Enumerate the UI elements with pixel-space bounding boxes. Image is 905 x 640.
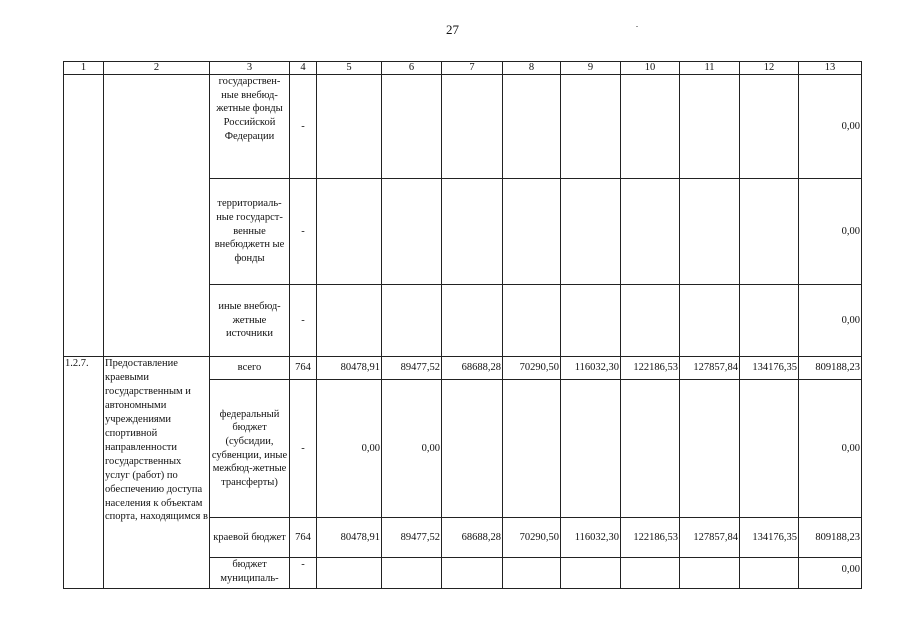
value-cell: 68688,28 [442,357,503,380]
total-cell: 809188,23 [799,357,862,380]
value-cell: 89477,52 [382,518,442,558]
value-cell: 80478,91 [317,357,382,380]
header-cell: 3 [210,62,290,75]
value-cell: 70290,50 [503,518,561,558]
value-cell: 89477,52 [382,357,442,380]
total-cell: 0,00 [799,75,862,179]
table-row [64,357,862,380]
col4-cell: - [290,75,317,179]
header-cell: 12 [740,62,799,75]
value-cell: 68688,28 [442,518,503,558]
header-row [64,62,862,75]
code-cell-empty [64,75,104,357]
value-cell [317,558,382,589]
source-cell: государствен-ные внебюд-жетные фонды Российской Федерации [210,75,290,179]
header-cell: 10 [621,62,680,75]
total-cell: 0,00 [799,380,862,518]
value-cell: 122186,53 [621,357,680,380]
header-cell: 4 [290,62,317,75]
value-cell: 80478,91 [317,518,382,558]
header-cell: 5 [317,62,382,75]
header-cell: 8 [503,62,561,75]
source-cell: иные внебюд-жетные источники [210,285,290,357]
col4-cell: - [290,558,317,589]
header-cell: 13 [799,62,862,75]
value-cell [561,558,621,589]
value-cell: 116032,30 [561,357,621,380]
source-cell: бюджет муниципаль- [210,558,290,589]
header-cell: 7 [442,62,503,75]
value-cell [621,380,680,518]
total-cell: 809188,23 [799,518,862,558]
source-cell: федеральный бюджет (субсидии, субвенции, иные межбюд-жетные трансферты) [210,380,290,518]
header-cell: 6 [382,62,442,75]
table-row [64,75,862,179]
col4-cell: - [290,179,317,285]
value-cell: 127857,84 [680,357,740,380]
col4-cell: - [290,380,317,518]
value-cell: 0,00 [317,380,382,518]
value-cell: 134176,35 [740,518,799,558]
item-code: 1.2.7. [64,357,104,589]
name-cell-empty [104,75,210,357]
source-cell: всего [210,357,290,380]
source-cell: краевой бюджет [210,518,290,558]
value-cell [621,558,680,589]
value-cell [680,380,740,518]
value-cell: 116032,30 [561,518,621,558]
total-cell: 0,00 [799,558,862,589]
value-cell [503,380,561,518]
value-cell: 0,00 [382,380,442,518]
budget-table [63,61,862,589]
source-cell: территориаль-ные государст-венные внебюджетн ые фонды [210,179,290,285]
scan-speck [636,26,638,27]
header-cell: 9 [561,62,621,75]
value-cell [503,558,561,589]
value-cell: 122186,53 [621,518,680,558]
value-cell [740,558,799,589]
value-cell [382,558,442,589]
header-cell: 2 [104,62,210,75]
total-cell: 0,00 [799,179,862,285]
value-cell: 70290,50 [503,357,561,380]
value-cell [442,380,503,518]
value-cell [680,558,740,589]
value-cell [442,558,503,589]
col4-cell: 764 [290,357,317,380]
value-cell [561,380,621,518]
value-cell [740,380,799,518]
value-cell: 134176,35 [740,357,799,380]
value-cell: 127857,84 [680,518,740,558]
col4-cell: 764 [290,518,317,558]
item-name: Предоставление краевыми государственным и автономными учреждениями спортивной направленности государственных услуг (работ) по обеспечению доступа населения к объектам спорта, находящимся в [104,357,210,589]
col4-cell: - [290,285,317,357]
header-cell: 11 [680,62,740,75]
page-number: 27 [446,22,459,37]
header-cell: 1 [64,62,104,75]
total-cell: 0,00 [799,285,862,357]
